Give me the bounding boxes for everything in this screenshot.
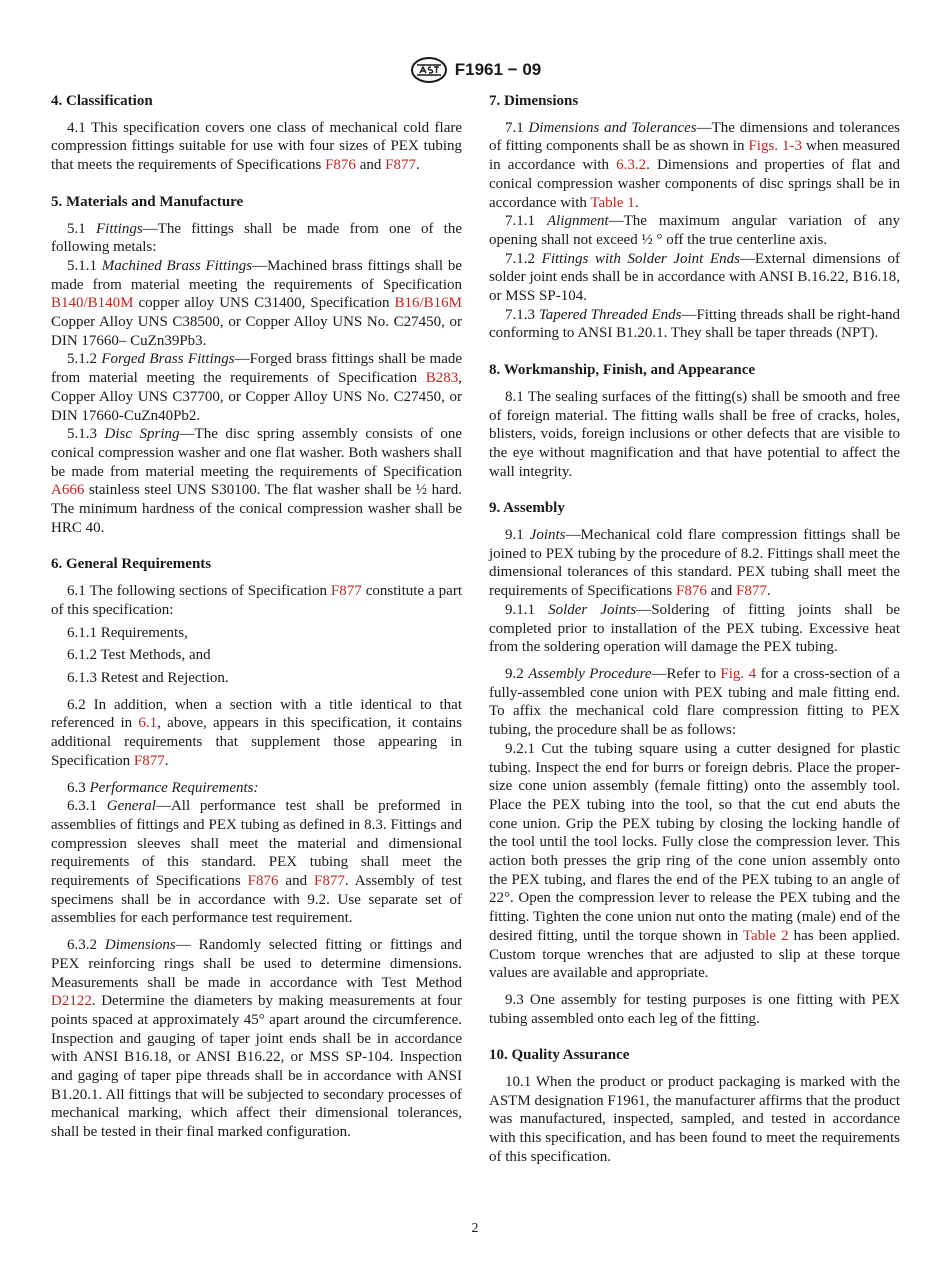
link-f877[interactable]: F877 (330, 583, 362, 600)
paragraph-7-1-3: 7.1.3 Tapered Threaded Ends—Fitting threads shall be right-hand conforming to ANSI B1.20.1. They shall be taper threads (NPT). (489, 306, 900, 342)
link-b16[interactable]: B16/B16M (394, 295, 462, 312)
paragraph-10-1: 10.1 When the product or product packaging is marked with the ASTM designation F1961, the manufacturer affirms that the product was manufactured, inspected, sampled, and tested in accordance with this specification, and has been found to meet the requirements of this specification. (489, 1074, 900, 1165)
paragraph-6-1: 6.1 The following sections of Specification F877 constitute a part of this specification: (51, 583, 462, 618)
link-f877[interactable]: F877 (385, 157, 416, 174)
paragraph-5-1-2: 5.1.2 Forged Brass Fittings—Forged brass fittings shall be made from material meeting the requirements of Specification B283, Copper Alloy UNS C37700, or Copper Alloy UNS No. C27450, or DIN 17660-CuZn40Pb2. (51, 351, 463, 424)
standard-designation: F1961 − 09 (454, 60, 542, 79)
paragraph-5-1-3: 5.1.3 Disc Spring—The disc spring assembly consists of one conical compression washer and one flat washer. Both washers shall be made from material meeting the requirements of Specification A666 stainless steel UNS S30100. The flat washer shall be ½ hard. The minimum hardness of the conical compression washer shall be HRC 40. (51, 426, 463, 536)
section-heading-9: 9. Assembly (489, 500, 565, 517)
section-heading-7: 7. Dimensions (489, 93, 579, 109)
link-b140[interactable]: B140/B140M (51, 295, 134, 312)
page-number: 2 (471, 1221, 479, 1236)
paragraph-9-1-1: 9.1.1 Solder Joints—Soldering of fitting joints shall be completed prior to installation of the PEX tubing. Excessive heat from the soldering operation will damage the PEX tubing. (489, 601, 901, 656)
paragraph-7-1: 7.1 Dimensions and Tolerances—The dimensions and tolerances of fitting components shall be as shown in Figs. 1-3 when measured in accordance with 6.3.2. Dimensions and properties of flat and conical compression washer components of disc springs shall be in accordance with Table 1. (489, 119, 901, 211)
section-heading-4: 4. Classification (51, 93, 153, 109)
paragraph-6-3-2: 6.3.2 Dimensions— Randomly selected fitting or fittings and PEX reinforcing rings shall be used to determine dimensions. Measurements shall be made in accordance with Test Method D2122. Determine the diameters by making measurements at four points spaced at approximately 45° apart around the circumference. Inspection and gauging of taper joint ends shall be in accordance with ANSI B16.18, or ANSI B16.22, or MSS SP-104. Inspection and gaging of taper pipe threads shall be in accordance with ANSI B1.20.1. All fittings that will be subjected to secondary processes of mechanical marking, which affect their dimensional tolerances, shall be tested in their final marked configuration. (51, 937, 463, 1141)
page-header (0, 56, 950, 84)
paragraph-8-1: 8.1 The sealing surfaces of the fitting(s) shall be smooth and free of foreign material. The fitting walls shall be free of cracks, holes, blisters, voids, foreign inclusions or other defects that are visible to the eye without magnification and that have potential to affect the wall integrity. (489, 388, 900, 480)
link-f876[interactable]: F876 (247, 873, 279, 890)
link-f877[interactable]: F877 (314, 873, 345, 890)
link-b283[interactable]: B283 (425, 370, 459, 387)
link-f877[interactable]: F877 (133, 752, 165, 769)
paragraph-6-1-1: 6.1.1 Requirements, (67, 624, 188, 641)
link-f877[interactable]: F877 (736, 583, 767, 600)
link-table-1[interactable]: Table 1 (590, 194, 635, 211)
astm-logo-icon (409, 56, 449, 84)
left-column (51, 92, 462, 1142)
link-section-6-1[interactable]: 6.1 (138, 715, 158, 732)
section-heading-6: 6. General Requirements (51, 556, 212, 573)
paragraph-7-1-2: 7.1.2 Fittings with Solder Joint Ends—External dimensions of solder joint ends shall be in accordance with ANSI B.16.22, B16.18, or MSS SP-104. (489, 250, 900, 305)
paragraph-6-1-2: 6.1.2 Test Methods, and (67, 647, 211, 664)
paragraph-5-1: 5.1 Fittings—The fittings shall be made from one of the following metals: (51, 220, 463, 256)
paragraph-6-1-3: 6.1.3 Retest and Rejection. (67, 669, 229, 686)
section-heading-8: 8. Workmanship, Finish, and Appearance (489, 362, 756, 379)
paragraph-5-1-1: 5.1.1 Machined Brass Fittings—Machined brass fittings shall be made from material meeting the requirements of Specification B140/B140M copper alloy UNS C31400, Specification B16/B16M Copper Alloy UNS C38500, or Copper Alloy UNS No. C27450, or DIN 17660– CuZn39Pb3. (51, 257, 463, 349)
link-a666[interactable]: A666 (51, 482, 85, 499)
paragraph-6-2: 6.2 In addition, when a section with a title identical to that referenced in 6.1, above, appears in this specification, it contains additional requirements that supplement those appearing in Specification F877. (51, 696, 462, 769)
paragraph-9-2: 9.2 Assembly Procedure—Refer to Fig. 4 for a cross-section of a fully-assembled cone union with PEX tubing and male fitting end. To affix the mechanical cold flare compression fitting to PEX tubing, the procedure shall be as follows: (489, 665, 900, 739)
paragraph-9-3: 9.3 One assembly for testing purposes is one fitting with PEX tubing assembled onto each leg of the fitting. (489, 991, 900, 1027)
link-d2122[interactable]: D2122 (51, 993, 92, 1010)
paragraph-9-2-1: 9.2.1 Cut the tubing square using a cutter designed for plastic tubing. Inspect the end for burrs or foreign debris. Place the proper-size cone union assembly (female fitting) onto the assembly tool. Place the PEX tubing into the tool, so that the cut end abuts the cone union. Grip the PEX tubing by closing the locking handle of the tool until the tool locks. Fully close the compression lever. This action both presses the grip ring of the cone union assembly onto the PEX tubing, and flares the end of the PEX tubing to an angle of 22°. Open the compression lever to release the PEX tubing and the fitting. Tighten the cone union nut onto the mating (male) end of the desired fitting, until the torque shown in Table 2 has been applied. Custom torque wrenches that are adjusted to slip at these torque values are available and appropriate. (489, 740, 900, 982)
link-section-6-3-2[interactable]: 6.3.2 (616, 157, 647, 174)
right-column (489, 92, 900, 1167)
section-heading-5: 5. Materials and Manufacture (51, 193, 244, 210)
paragraph-6-3: 6.3 Performance Requirements: (67, 779, 259, 796)
paragraph-6-3-1: 6.3.1 General—All performance test shall be preformed in assemblies of fittings and PEX tubing as defined in 8.3. Fittings and compression sleeves shall meet the material and dimensional requirements of this standard. PEX tubing shall meet the requirements of Specifications F876 and F877. Assembly of test specimens shall be in accordance with 9.2. Use separate set of assemblies for each performance test requirement. (51, 798, 463, 927)
section-heading-10: 10. Quality Assurance (489, 1047, 630, 1064)
link-f876[interactable]: F876 (676, 583, 707, 600)
link-f876[interactable]: F876 (325, 157, 356, 174)
paragraph-9-1: 9.1 Joints—Mechanical cold flare compression fittings shall be joined to PEX tubing by the procedure of 8.2. Fittings shall meet the dimensional tolerances of this standard. PEX tubing shall meet the requirements of Specifications F876 and F877. (489, 527, 900, 600)
link-table-2[interactable]: Table 2 (742, 927, 789, 944)
link-figs-1-3[interactable]: Figs. 1-3 (748, 138, 803, 155)
paragraph-4-1: 4.1 This specification covers one class of mechanical cold flare compression fittings suitable for use with four sizes of PEX tubing that meets the requirements of Specifications F876 and F877. (51, 119, 462, 174)
paragraph-7-1-1: 7.1.1 Alignment—The maximum angular variation of any opening shall not exceed ½ ° off the true centerline axis. (489, 213, 901, 248)
link-fig-4[interactable]: Fig. 4 (720, 665, 757, 682)
